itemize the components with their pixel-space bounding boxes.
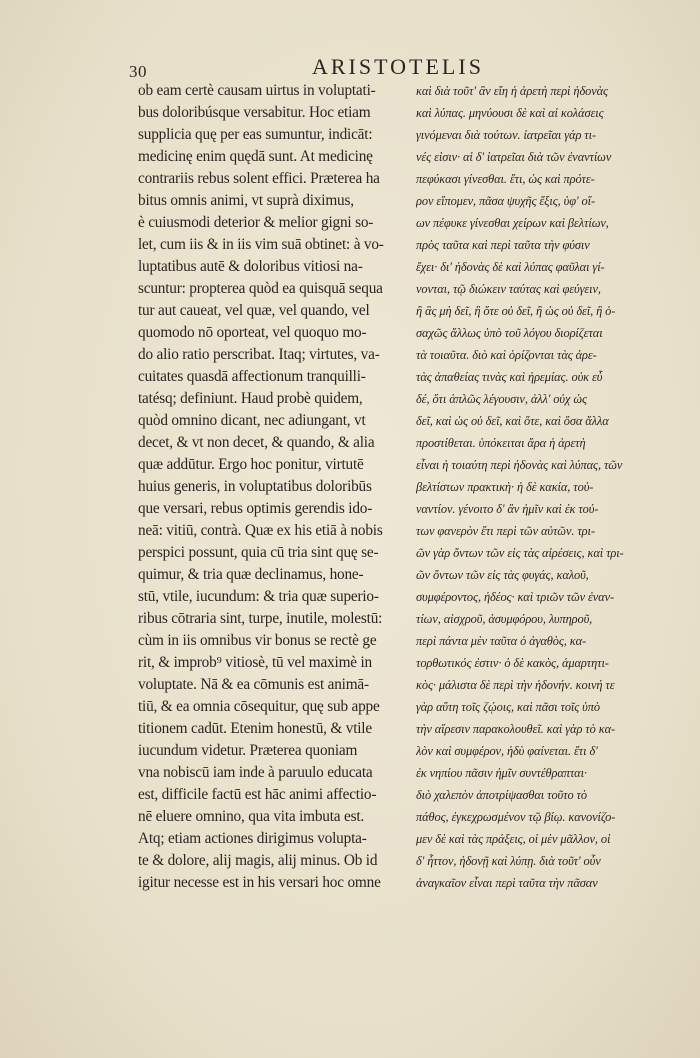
greek-text-line: γινόμεναι διὰ τούτων. ἰατρεῖαι γάρ τι- xyxy=(416,128,596,142)
latin-text-line: nē eluere omnino, qua vita imbuta est. xyxy=(138,808,365,825)
latin-text-line: huius generis, in voluptatibus doloribūs xyxy=(138,478,372,495)
greek-text-line: τὴν αἵρεσιν παρακολουθεῖ. καὶ γὰρ τὸ κα- xyxy=(416,722,615,736)
greek-text-line: δεῖ, καὶ ὡς οὐ δεῖ, καὶ ὅτε, καὶ ὅσα ἄλλα xyxy=(416,414,609,428)
greek-text-line: τίων, αἰσχροῦ, ἀσυμφόρου, λυπηροῦ, xyxy=(416,612,593,626)
greek-text-line: ἀναγκαῖον εἶναι περὶ ταῦτα τὴν πᾶσαν xyxy=(416,876,598,890)
greek-text-line: ῶν ὄντων τῶν εἰς τὰς φυγάς, καλοῦ, xyxy=(416,568,589,582)
latin-text-line: contrariis rebus solent effici. Præterea ha xyxy=(138,170,380,187)
greek-text-line: κὸς· μάλιστα δὲ περὶ τὴν ἡδονήν. κοινή τε xyxy=(416,678,615,692)
latin-text-line: cuitates quasdā affectionum tranquilli- xyxy=(138,368,366,385)
latin-text-line: ribus cōtraria sint, turpe, inutile, molestū: xyxy=(138,610,383,627)
latin-text-line: perspici possunt, quia cū tria sint quę se- xyxy=(138,544,379,561)
latin-text-line: supplicia quę per eas sumuntur, indicāt: xyxy=(138,126,373,143)
latin-text-line: luptatibus autē & doloribus vitiosi na- xyxy=(138,258,363,275)
greek-text-line: καὶ λύπας. μηνύουσι δὲ καὶ αἱ κολάσεις xyxy=(416,106,604,120)
greek-text-line: ρον εἴπομεν, πᾶσα ψυχῆς ἕξις, ὑφ' οἵ- xyxy=(416,194,596,208)
greek-text-line: ναντίον. γένοιτο δ' ἂν ἡμῖν καὶ ἐκ τού- xyxy=(416,502,599,516)
latin-text-line: ob eam certè causam uirtus in voluptati- xyxy=(138,82,376,99)
greek-text-line: πεφύκασι γίνεσθαι. ἔτι, ὡς καὶ πρότε- xyxy=(416,172,595,186)
latin-text-line: titionem cadūt. Etenim honestū, & vtile xyxy=(138,720,372,737)
latin-text-line: que versari, rebus optimis gerendis ido- xyxy=(138,500,373,517)
greek-text-line: τὰς ἀπαθείας τινὰς καὶ ἠρεμίας. οὐκ εὖ xyxy=(416,370,603,384)
greek-text-line: των φανερὸν ἔτι περὶ τῶν αὐτῶν. τρι- xyxy=(416,524,595,538)
page-number: 30 xyxy=(129,62,147,81)
latin-text-line: quòd omnino dicant, nec adiungant, vt xyxy=(138,412,366,429)
latin-text-line: tur aut caueat, vel quæ, vel quando, vel xyxy=(138,302,370,319)
latin-text-line: voluptate. Nā & ea cōmunis est animā- xyxy=(138,676,369,693)
latin-text-line: rit, & improb⁹ vitiosè, tū vel maximè in xyxy=(138,654,372,671)
greek-text-line: περὶ πάντα μὲν ταῦτα ὁ ἀγαθὸς, κα- xyxy=(416,634,587,648)
greek-text-line: διὸ χαλεπὸν ἀποτρίψασθαι τοῦτο τὸ xyxy=(416,788,587,802)
greek-text-line: συμφέροντος, ἡδέος· καὶ τριῶν τῶν ἐναν- xyxy=(416,590,615,604)
greek-text-line: νές εἰσιν· αἱ δ' ἰατρεῖαι διὰ τῶν ἐναντίων xyxy=(416,150,612,164)
running-head: ARISTOTELIS xyxy=(312,54,484,79)
greek-text-line: βελτίστων πρακτικὴ· ἡ δὲ κακία, τοὐ- xyxy=(416,480,594,494)
latin-text-line: è cuiusmodi deterior & melior gigni so- xyxy=(138,214,374,231)
latin-text-line: bus doloribúsque versabitur. Hoc etiam xyxy=(138,104,371,121)
latin-text-line: tiū, & ea omnia cōsequitur, quę sub appe xyxy=(138,698,380,715)
greek-text-column xyxy=(416,80,644,894)
greek-text-line: ἐκ νηπίου πᾶσιν ἡμῖν συντέθραπται· xyxy=(416,766,587,780)
latin-text-line: igitur necesse est in his versari hoc omne xyxy=(138,874,381,891)
greek-text-line: πρὸς ταῦτα καὶ περὶ ταῦτα τὴν φύσιν xyxy=(416,238,590,252)
greek-text-line: γὰρ αὕτη τοῖς ζῴοις, καὶ πᾶσι τοῖς ὑπὸ xyxy=(416,700,600,714)
latin-text-line: cùm in iis omnibus vir bonus se rectè ge xyxy=(138,632,377,649)
latin-text-line: medicinę enim quędā sunt. At medicinę xyxy=(138,148,373,165)
greek-text-line: νονται, τῷ διώκειν ταύτας καὶ φεύγειν, xyxy=(416,282,601,296)
greek-text-line: ων πέφυκε γίνεσθαι χείρων καὶ βελτίων, xyxy=(416,216,609,230)
greek-text-line: προστίθεται. ὑπόκειται ἄρα ἡ ἀρετὴ xyxy=(416,436,586,450)
latin-text-line: vna nobiscū iam inde à paruulo educata xyxy=(138,764,373,781)
latin-text-line: Atq; etiam actiones dirigimus volupta- xyxy=(138,830,367,847)
greek-text-line: τὰ τοιαῦτα. διὸ καὶ ὁρίζονται τὰς ἀρε- xyxy=(416,348,597,362)
greek-text-line: σαχῶς ἄλλως ὑπὸ τοῦ λόγου διορίζεται xyxy=(416,326,603,340)
greek-text-line: δ' ἧττον, ἡδονῇ καὶ λύπῃ. διὰ τοῦτ' οὖν xyxy=(416,854,601,868)
latin-text-line: quæ addūtur. Ergo hoc ponitur, virtutē xyxy=(138,456,364,473)
latin-text-line: tatésq; definiunt. Haud probè quidem, xyxy=(138,390,363,407)
latin-text-line: iucundum videtur. Præterea quoniam xyxy=(138,742,358,759)
greek-text-line: καὶ διὰ τοῦτ' ἂν εἴη ἡ ἀρετὴ περὶ ἡδονὰς xyxy=(416,84,608,98)
latin-text-line: te & dolore, alij magis, alij minus. Ob id xyxy=(138,852,378,869)
greek-text-line: λὸν καὶ συμφέρον, ἡδὺ φαίνεται. ἔτι δ' xyxy=(416,744,598,758)
latin-text-line: bitus omnis animi, vt suprà diximus, xyxy=(138,192,354,209)
latin-text-column xyxy=(138,80,412,894)
latin-text-line: est, difficile factū est hāc animi affectio- xyxy=(138,786,377,803)
latin-text-line: let, cum iis & in iis vim suā obtinet: à vo- xyxy=(138,236,384,253)
greek-text-line: τορθωτικός ἐστιν· ὁ δὲ κακὸς, ἁμαρτητι- xyxy=(416,656,609,670)
greek-text-line: ἔχει· δι' ἡδονὰς δὲ καὶ λύπας φαῦλαι γί- xyxy=(416,260,605,274)
greek-text-line: πάθος, ἐγκεχρωσμένον τῷ βίῳ. κανονίζο- xyxy=(416,810,616,824)
greek-text-line: ἢ ἃς μὴ δεῖ, ἢ ὅτε οὐ δεῖ, ἢ ὡς οὐ δεῖ, ἢ ὁ- xyxy=(416,304,616,318)
latin-text-line: quomodo nō oporteat, vel quoquo mo- xyxy=(138,324,367,341)
latin-text-line: quimur, & tria quæ declinamus, hone- xyxy=(138,566,364,583)
greek-text-line: δέ, ὅτι ἁπλῶς λέγουσιν, ἀλλ' οὐχ ὡς xyxy=(416,392,587,406)
latin-text-line: scuntur: propterea quòd ea quisquā sequa xyxy=(138,280,383,297)
greek-text-line: εἶναι ἡ τοιαύτη περὶ ἡδονὰς καὶ λύπας, τῶν xyxy=(416,458,623,472)
greek-text-line: μεν δὲ καὶ τὰς πράξεις, οἱ μὲν μᾶλλον, οἱ xyxy=(416,832,611,846)
latin-text-line: decet, & vt non decet, & quando, & alia xyxy=(138,434,375,451)
latin-text-line: neā: vitiū, contrà. Quæ ex his etiā à nobis xyxy=(138,522,383,539)
latin-text-line: stū, vtile, iucundum: & tria quæ superio- xyxy=(138,588,379,605)
latin-text-line: do alio ratio perscribat. Itaq; virtutes, va- xyxy=(138,346,380,363)
greek-text-line: ῶν γὰρ ὄντων τῶν εἰς τὰς αἱρέσεις, καὶ τρι- xyxy=(416,546,624,560)
